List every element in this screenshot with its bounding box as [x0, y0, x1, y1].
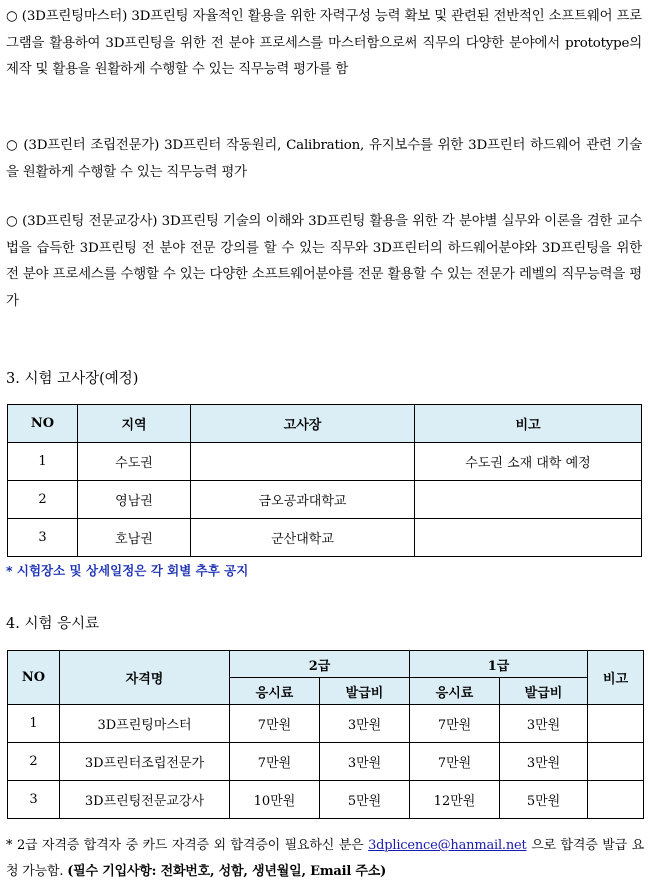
cell-grade-1-issue-fee: 3만원 [500, 705, 588, 743]
cell-no: 1 [8, 443, 78, 481]
cell-no: 2 [8, 743, 60, 781]
certificate-request-note [6, 833, 644, 885]
table-row [8, 519, 642, 557]
description-3d-printing-master: ○ (3D프린팅마스터) 3D프린팅 자율적인 활용을 위한 자력구성 능력 확보 및 관련된 전반적인 소프트웨어 프로그램을 활용하여 3D프린팅을 위한 전 분야 프로세스를 마스터함으로써 직무의 다양한 분야에서 prototype의 제작 및 활용을 원활하게 수행할 수 있는 직무능력 평가를 함 [6, 9, 642, 77]
cell-remark [588, 705, 644, 743]
cell-no: 1 [8, 705, 60, 743]
footer-text-after: 으로 합격증 발급 요청 가능함. [6, 838, 644, 879]
cell-region: 호남권 [78, 519, 191, 557]
cell-remark [588, 781, 644, 819]
cell-remark [415, 519, 642, 557]
header-qualification-name: 자격명 [60, 651, 230, 705]
cell-grade-1-exam-fee: 7만원 [410, 705, 500, 743]
cell-remark [588, 743, 644, 781]
table-row [8, 705, 644, 743]
header-region: 지역 [78, 405, 191, 443]
cell-grade-2-exam-fee: 7만원 [230, 705, 320, 743]
table-row [8, 443, 642, 481]
description-3d-printing-instructor: ○ (3D프린팅 전문교강사) 3D프린팅 기술의 이해와 3D프린팅 활용을 위한 각 분야별 실무와 이론을 겸한 교수법을 습득한 3D프린팅 전 분야 전문 강의를 할 수 있는 직무와 3D프린터의 하드웨어분야와 3D프린팅을 위한 전 분야 프로세스를 수행할 수 있는 다양한 소프트웨어분야를 전문 활용할 수 있는 전문가 레벨의 직무능력을 평가 [6, 214, 642, 309]
cell-qualification-name: 3D프린팅전문교강사 [60, 781, 230, 819]
cell-grade-2-issue-fee: 3만원 [320, 743, 410, 781]
header-grade-1-exam-fee: 응시료 [410, 678, 500, 705]
table-header-row [8, 405, 642, 443]
cell-qualification-name: 3D프린팅마스터 [60, 705, 230, 743]
table-row [8, 481, 642, 519]
cell-grade-1-exam-fee: 12만원 [410, 781, 500, 819]
cell-grade-2-exam-fee: 7만원 [230, 743, 320, 781]
exam-fees-table [7, 650, 644, 819]
header-grade-2-issue-fee: 발급비 [320, 678, 410, 705]
header-remark: 비고 [415, 405, 642, 443]
header-grade-1: 1급 [410, 651, 588, 678]
cell-grade-1-exam-fee: 7만원 [410, 743, 500, 781]
exam-site-notice: * 시험장소 및 상세일정은 각 회별 추후 공지 [6, 563, 249, 578]
cell-grade-2-exam-fee: 10만원 [230, 781, 320, 819]
cell-grade-2-issue-fee: 3만원 [320, 705, 410, 743]
footer-text-before: * 2급 자격증 합격자 중 카드 자격증 외 합격증이 필요하신 분은 [6, 838, 369, 853]
table-row [8, 743, 644, 781]
header-no: NO [8, 405, 78, 443]
description-3d-printer-assembly-expert: ○ (3D프린터 조립전문가) 3D프린터 작동원리, Calibration, 유지보수를 위한 3D프린터 하드웨어 관련 기술을 원활하게 수행할 수 있는 직무능력 평가 [6, 138, 642, 180]
cell-no: 2 [8, 481, 78, 519]
cell-remark [415, 481, 642, 519]
exam-sites-table [7, 404, 642, 557]
cell-grade-2-issue-fee: 5만원 [320, 781, 410, 819]
required-fields-note: (필수 기입사항: 전화번호, 성함, 생년월일, Email 주소) [67, 864, 387, 879]
header-no: NO [8, 651, 60, 705]
header-venue: 고사장 [191, 405, 415, 443]
header-grade-2: 2급 [230, 651, 410, 678]
cell-venue: 금오공과대학교 [191, 481, 415, 519]
cell-venue [191, 443, 415, 481]
header-grade-2-exam-fee: 응시료 [230, 678, 320, 705]
cell-region: 영남권 [78, 481, 191, 519]
contact-email-link[interactable]: 3dplicence@hanmail.net [368, 838, 527, 853]
section-heading-exam-sites: 3. 시험 고사장(예정) [6, 371, 139, 387]
header-grade-1-issue-fee: 발급비 [500, 678, 588, 705]
cell-no: 3 [8, 519, 78, 557]
cell-qualification-name: 3D프린터조립전문가 [60, 743, 230, 781]
table-header-row [8, 651, 644, 678]
cell-venue: 군산대학교 [191, 519, 415, 557]
section-heading-exam-fees: 4. 시험 응시료 [6, 616, 100, 632]
cell-remark: 수도권 소재 대학 예정 [415, 443, 642, 481]
cell-no: 3 [8, 781, 60, 819]
cell-grade-1-issue-fee: 5만원 [500, 781, 588, 819]
header-remark: 비고 [588, 651, 644, 705]
cell-region: 수도권 [78, 443, 191, 481]
table-row [8, 781, 644, 819]
cell-grade-1-issue-fee: 3만원 [500, 743, 588, 781]
